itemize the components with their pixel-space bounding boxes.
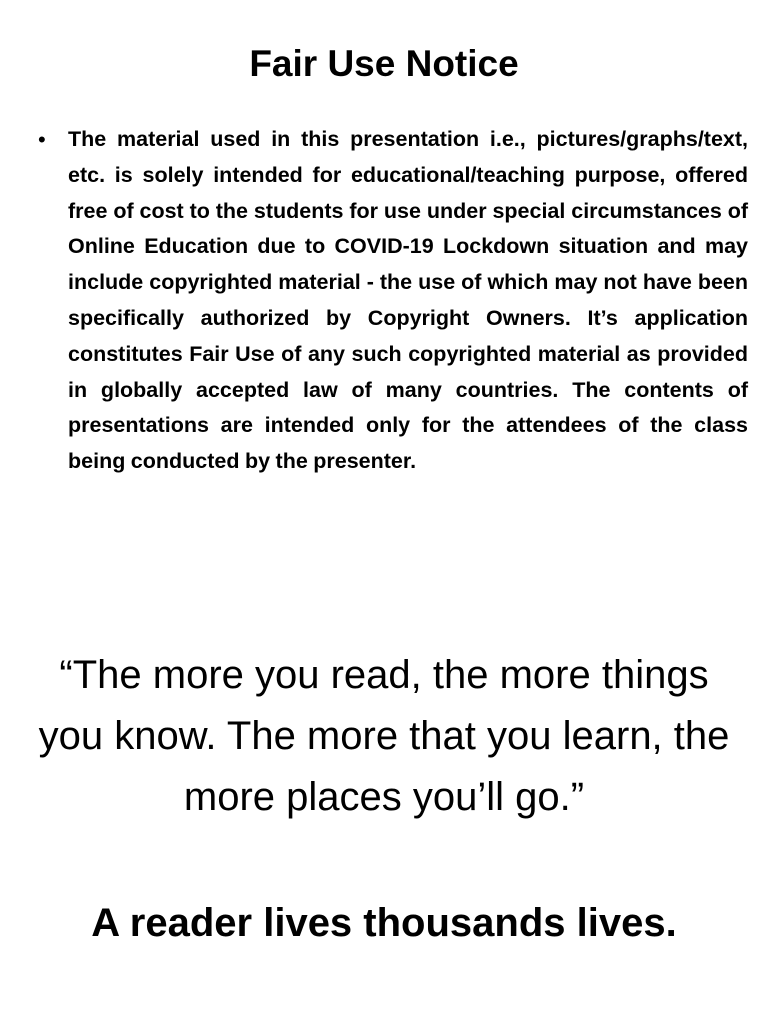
notice-text: The material used in this presentation i.e., pictures/graphs/text, etc. is solely intended for educational/teaching purpose, offered free of cost to the students for use under special circumstances of Online Education due to COVID-19 Lockdown situation and may include copyrighted material - the use of which may not have been specifically authorized by Copyright Owners. It’s application constitutes Fair Use of any such copyrighted material as provided in globally accepted law of many countries. The contents of presentations are intended only for the attendees of the class being conducted by the presenter. (68, 127, 748, 474)
tagline: A reader lives thousands lives. (91, 901, 677, 945)
reading-quote: “The more you read, the more things you know. The more that you learn, the more places you’ll go.” (38, 653, 730, 819)
slide-title: Fair Use Notice (249, 43, 519, 84)
fair-use-notice-list (36, 122, 748, 480)
list-item (36, 122, 748, 480)
bullet-icon: • (38, 127, 46, 152)
